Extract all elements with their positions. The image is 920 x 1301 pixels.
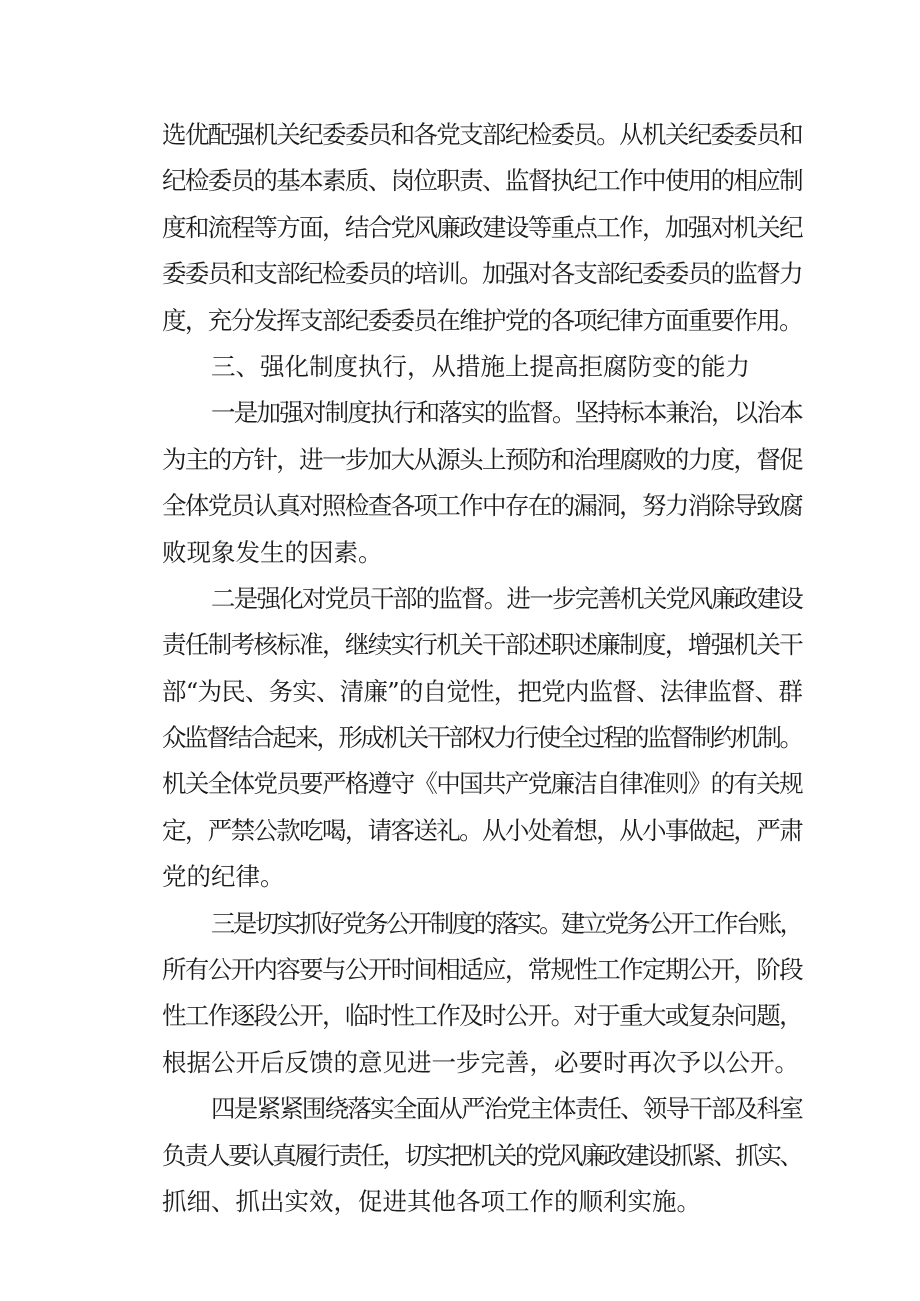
- text-line: 党的纪律。: [162, 862, 285, 892]
- text-line: 众监督结合起来，形成机关干部权力行使全过程的监督制约机制。: [162, 723, 802, 753]
- text-line: 四是紧紧围绕落实全面从严治党主体责任、领导干部及科室: [211, 1094, 802, 1124]
- text-line: 度，充分发挥支部纪委委员在维护党的各项纪律方面重要作用。: [162, 305, 802, 335]
- text-line: 抓细、抓出实效，促进其他各项工作的顺利实施。: [162, 1186, 701, 1216]
- text-line: 责任制考核标准，继续实行机关干部述职述廉制度，增强机关干: [162, 630, 802, 660]
- text-line: 二是强化对党员干部的监督。进一步完善机关党风廉政建设: [211, 583, 802, 613]
- text-line: 部“为民、务实、清廉”的自觉性，把党内监督、法律监督、群: [162, 676, 803, 706]
- document-body: [162, 112, 802, 1225]
- text-line: 委委员和支部纪检委员的培训。加强对各支部纪委委员的监督力: [162, 259, 802, 289]
- text-line: 性工作逐段公开，临时性工作及时公开。对于重大或复杂问题，: [162, 1001, 802, 1031]
- text-line: 机关全体党员要严格遵守《中国共产党廉洁自律准则》的有关规: [162, 769, 802, 799]
- text-line: 负责人要认真履行责任，切实把机关的党风廉政建设抓紧、抓实、: [162, 1140, 802, 1170]
- text-line: 为主的方针，进一步加大从源头上预防和治理腐败的力度，督促: [162, 444, 802, 474]
- text-line: 选优配强机关纪委委员和各党支部纪检委员。从机关纪委委员和: [162, 120, 802, 149]
- text-line: 度和流程等方面，结合党风廉政建设等重点工作，加强对机关纪: [162, 212, 802, 242]
- text-line: 败现象发生的因素。: [162, 537, 383, 567]
- text-line: 纪检委员的基本素质、岗位职责、监督执纪工作中使用的相应制: [162, 166, 802, 196]
- text-line: 全体党员认真对照检查各项工作中存在的漏洞，努力消除导致腐: [162, 491, 802, 521]
- text-line: 所有公开内容要与公开时间相适应，常规性工作定期公开，阶段: [162, 955, 802, 985]
- text-line: 三是切实抓好党务公开制度的落实。建立党务公开工作台账，: [211, 908, 802, 938]
- text-line: 一是加强对制度执行和落实的监督。坚持标本兼治，以治本: [211, 398, 802, 428]
- text-line: 定，严禁公款吃喝，请客送礼。从小处着想，从小事做起，严肃: [162, 815, 802, 845]
- text-line: 三、强化制度执行，从措施上提高拒腐防变的能力: [211, 351, 750, 381]
- text-line: 根据公开后反馈的意见进一步完善，必要时再次予以公开。: [162, 1047, 799, 1077]
